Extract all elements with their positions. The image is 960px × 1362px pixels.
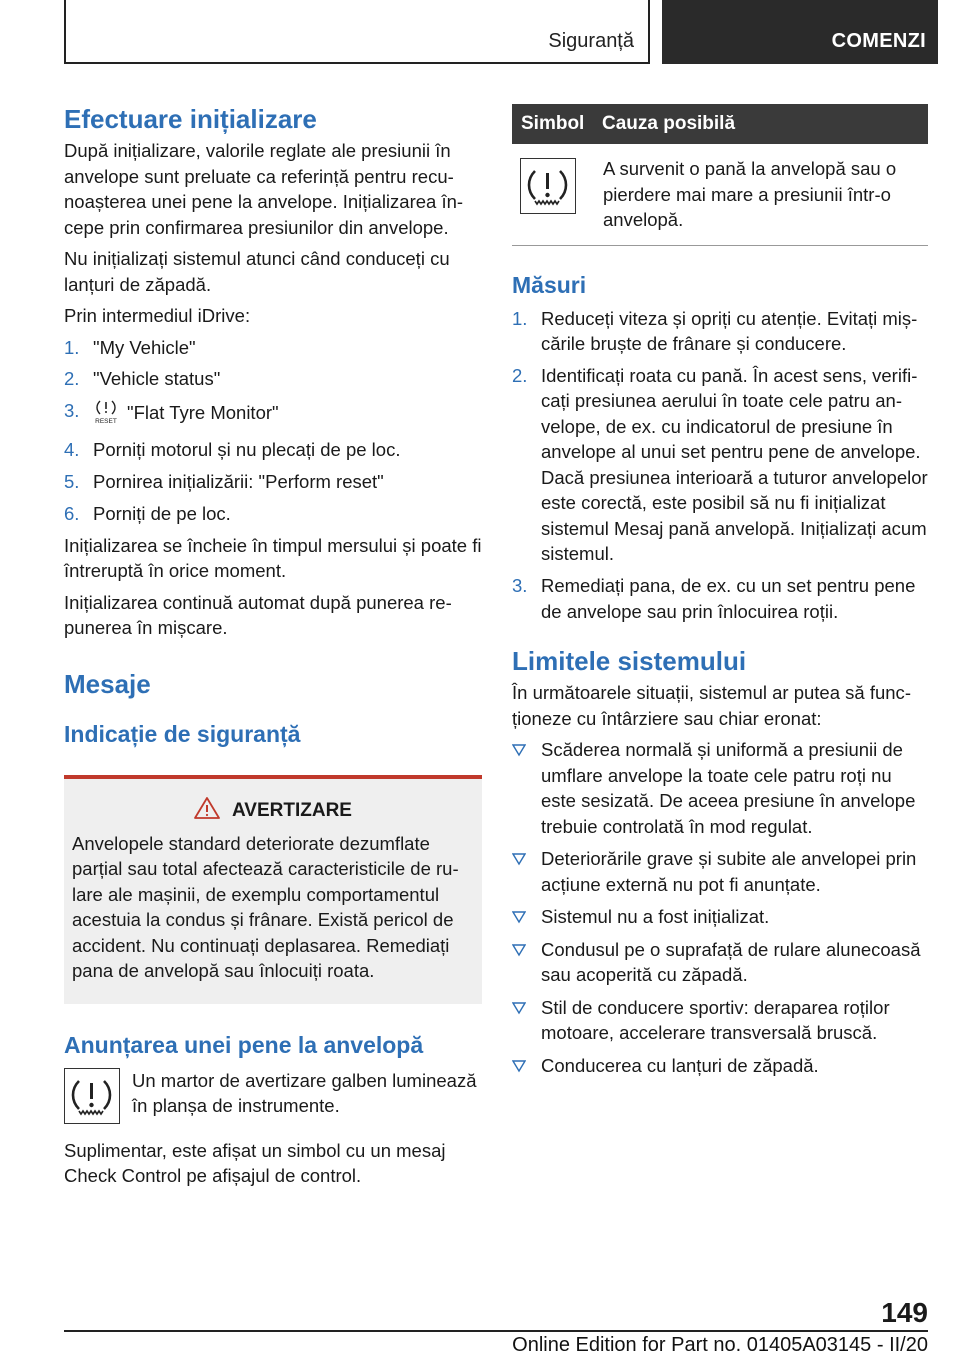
limit-text: Scăderea normală și uniformă a presiunii de umflare anvelope la toate cele patru roți nu este sesizată. De aceea presiune în anvelope trebuie controlată în mod regulat. <box>541 739 916 837</box>
init-paragraph-5: Inițializarea continuă automat după punerea repunerea în mișcare. <box>64 591 452 639</box>
flat-tyre-indicator-row <box>64 1068 482 1124</box>
tyre-pressure-warning-icon <box>64 1068 120 1124</box>
bullet-triangle-icon <box>512 940 526 958</box>
idrive-steps-list <box>64 335 482 527</box>
tyre-pressure-symbol-icon <box>520 158 576 214</box>
list-item <box>64 366 482 392</box>
limit-text: Stil de conducere sportiv: deraparea roților motoare, accelerare transversală bruscă. <box>541 996 890 1044</box>
step-number: 5. <box>64 471 80 493</box>
left-column <box>64 100 482 1195</box>
step-text: Porniți de pe loc. <box>93 502 231 524</box>
limit-text: Condusul pe o suprafață de rulare alunecoasă sau acoperită cu zăpadă. <box>541 938 921 986</box>
list-item <box>64 398 482 431</box>
list-item <box>512 995 928 1046</box>
measures-list <box>512 306 928 625</box>
list-item <box>64 437 482 463</box>
safety-heading: Indicație de siguranță <box>64 720 301 747</box>
bullet-triangle-icon <box>512 907 526 925</box>
table-header-symbol: Simbol <box>512 104 602 144</box>
init-paragraph-2: Nu inițializați sistemul atunci când conduceți cu lanțuri de zăpadă. <box>64 248 450 295</box>
limits-list <box>512 737 928 1078</box>
right-column <box>512 104 928 1085</box>
measure-text: Reduceți viteza și opriți cu atenție. Evitați mișcările bruște de frânare și conducere. <box>541 307 918 354</box>
icon-reset-label: RESET <box>95 418 117 425</box>
measure-number: 2. <box>512 364 528 386</box>
warning-text: Anvelopele standard deteriorate dezumflate parțial sau total afectează caracteristicile de rulare ale mașinii, de exemplu comportamentul acestuia la condus și frânare. Există pericol de accident. Nu continuați deplasarea. Remediați pana de anvelopă sau înlocuiți roata. <box>72 832 459 982</box>
table-cell-cause: A survenit o pană la anvelopă sau o pierdere mai mare a presiunii într-o anvelopă. <box>602 144 928 245</box>
table-header-cause: Cauza posibilă <box>602 104 928 144</box>
table-row <box>512 144 928 245</box>
list-item <box>64 469 482 495</box>
init-paragraph-3: Prin intermediul iDrive: <box>64 305 251 326</box>
warning-label: AVERTIZARE <box>232 799 352 821</box>
measure-number: 3. <box>512 575 528 597</box>
symbol-table <box>512 104 928 246</box>
footer-divider <box>64 1330 928 1332</box>
step-text: "Vehicle status" <box>93 368 221 390</box>
step-number: 3. <box>64 400 80 422</box>
init-paragraph-4: Inițializarea se încheie în timpul mersului și poate fi întreruptă în orice moment. <box>64 534 482 582</box>
limits-heading: Limitele sistemului <box>512 646 747 677</box>
section-title: Siguranță <box>548 30 634 52</box>
measures-heading: Măsuri <box>512 271 587 298</box>
list-item <box>64 501 482 527</box>
header-section-box <box>64 0 650 64</box>
list-item <box>512 904 928 930</box>
step-text: Pornirea inițializării: "Perform reset" <box>93 471 384 493</box>
chapter-title: COMENZI <box>831 30 926 52</box>
list-item <box>512 737 928 839</box>
list-item <box>512 846 928 897</box>
limit-text: Conducerea cu lanțuri de zăpadă. <box>541 1054 819 1076</box>
init-heading: Efectuare inițializare <box>64 104 317 134</box>
flat-tyre-paragraph-1: Un martor de avertizare galben luminează în planșa de instrumente. <box>132 1069 477 1117</box>
list-item <box>512 1053 928 1079</box>
list-item <box>64 335 482 361</box>
step-number: 6. <box>64 502 80 524</box>
limit-text: Deteriorările grave și subite ale anvelopei prin acțiune externă nu pot fi anunțate. <box>541 848 917 895</box>
init-paragraph-1: După inițializare, valorile reglate ale presiunii în anvelope sunt preluate ca referință pentru recunoașterea unei pene la anvelope. Inițializarea începe prin confirmarea presiunilor din anvelope. <box>64 140 464 238</box>
bullet-triangle-icon <box>512 1056 526 1074</box>
messages-heading: Mesaje <box>64 668 151 699</box>
edition-note: Online Edition for Part no. 01405A03145 - II/20 <box>512 1334 928 1356</box>
measure-number: 1. <box>512 307 528 329</box>
table-cell-symbol <box>512 144 602 245</box>
bullet-triangle-icon <box>512 849 526 867</box>
flat-tyre-paragraph-2: Suplimentar, este afișat un simbol cu un mesaj Check Control pe afișajul de control. <box>64 1139 446 1187</box>
list-item <box>512 363 928 567</box>
warning-triangle-icon <box>194 797 220 825</box>
tyre-reset-icon <box>93 398 119 431</box>
list-item <box>512 937 928 988</box>
limits-intro: În următoarele situații, sistemul ar putea să funcționeze cu întârziere sau chiar eronat: <box>512 682 911 729</box>
warning-box <box>64 775 482 1004</box>
step-number: 4. <box>64 439 80 461</box>
step-text: Porniți motorul și nu plecați de pe loc. <box>93 439 401 461</box>
flat-tyre-heading: Anunțarea unei pene la anvelopă <box>64 1031 424 1058</box>
page-number: 149 <box>881 1297 928 1328</box>
chapter-tab <box>662 0 938 64</box>
step-number: 1. <box>64 336 80 358</box>
step-text: "Flat Tyre Monitor" <box>127 402 279 424</box>
measure-text: Remediați pana, de ex. cu un set pentru pene de anvelope sau prin înlocuirea roții. <box>541 575 916 622</box>
limit-text: Sistemul nu a fost inițializat. <box>541 906 770 928</box>
step-number: 2. <box>64 368 80 390</box>
step-text: "My Vehicle" <box>93 336 196 358</box>
warning-header <box>72 797 474 825</box>
measure-text: Identificați roata cu pană. În acest sens, verificați presiunea aerului în toate cele patru anvelope, de ex. cu indicatorul de presiune în anvelope al unui set pentru pene de anvelope. Dacă presiunea interioară a tuturor anvelopelor este corectă, este posibil să nu fi inițializat sistemul Mesaj pană anvelopă. Inițializați acum sistemul. <box>541 364 928 565</box>
bullet-triangle-icon <box>512 998 526 1016</box>
list-item <box>512 573 928 624</box>
list-item <box>512 306 928 357</box>
bullet-triangle-icon <box>512 740 526 758</box>
